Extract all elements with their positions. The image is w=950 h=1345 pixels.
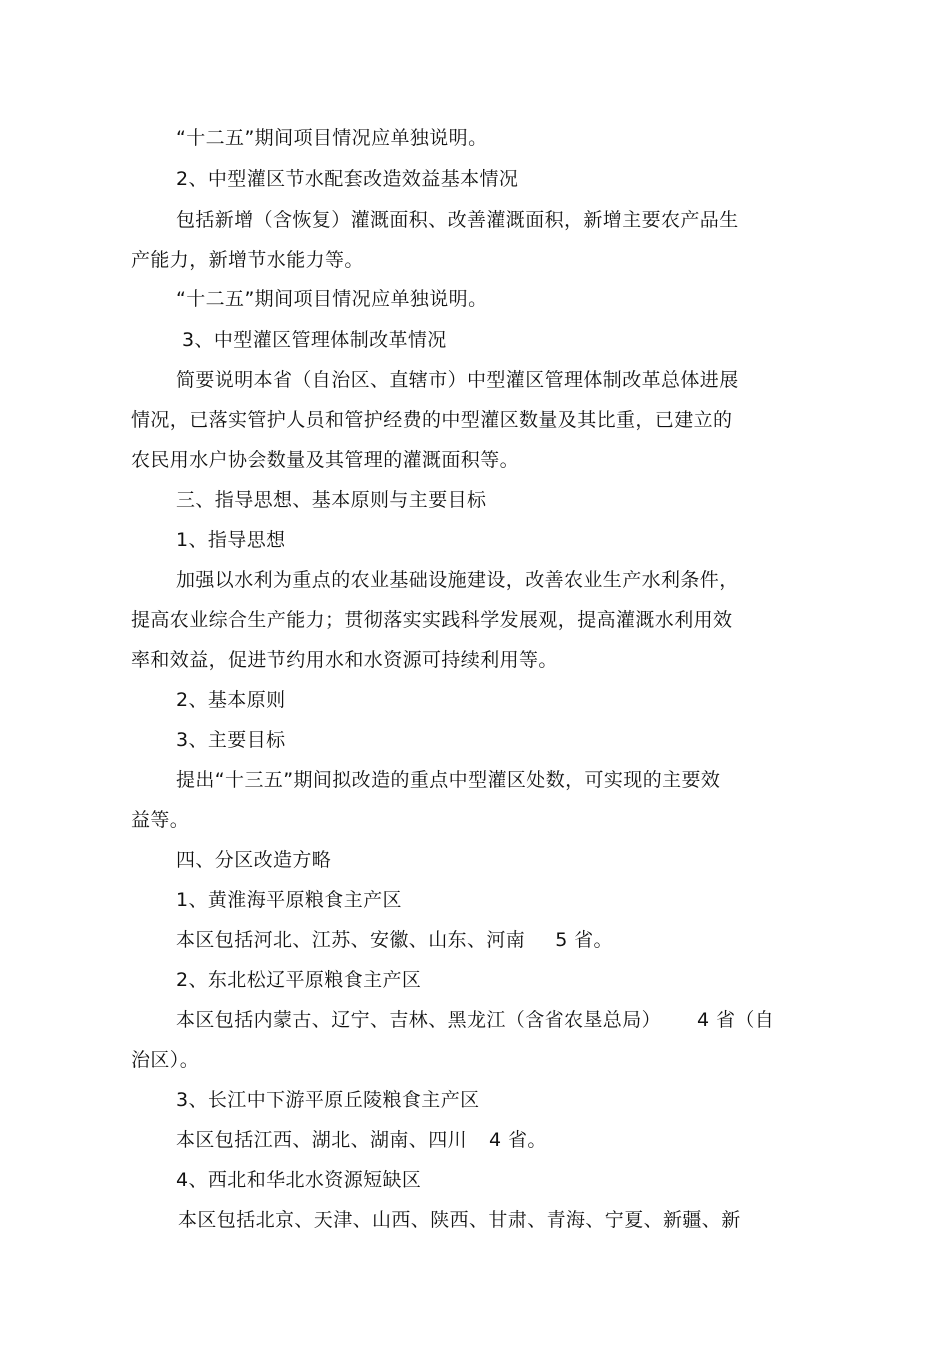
section-heading: 3、主要目标 — [176, 729, 286, 751]
region-provinces: 本区包括江西、湖北、湖南、四川 — [176, 1129, 468, 1151]
section-heading: 3、中型灌区管理体制改革情况 — [182, 329, 447, 351]
section-heading: 1、黄淮海平原粮食主产区 — [176, 889, 402, 911]
section-heading: 2、东北松辽平原粮食主产区 — [176, 969, 422, 991]
region-count: 4 省（自 — [697, 1009, 775, 1031]
paragraph-line: 本区包括北京、天津、山西、陕西、甘肃、青海、宁夏、新疆、新 — [178, 1209, 741, 1231]
paragraph-line: 加强以水利为重点的农业基础设施建设，改善农业生产水利条件， — [176, 569, 739, 591]
paragraph-line: 包括新增（含恢复）灌溉面积、改善灌溉面积，新增主要农产品生 — [176, 209, 739, 231]
paragraph-line: 简要说明本省（自治区、直辖市）中型灌区管理体制改革总体进展 — [176, 369, 739, 391]
chapter-heading: 三、指导思想、基本原则与主要目标 — [176, 489, 487, 511]
paragraph-line: “十二五”期间项目情况应单独说明。 — [176, 288, 488, 310]
section-heading: 1、指导思想 — [176, 529, 286, 551]
paragraph-line: “十二五”期间项目情况应单独说明。 — [176, 127, 488, 149]
region-provinces: 本区包括内蒙古、辽宁、吉林、黑龙江（含省农垦总局） — [176, 1009, 662, 1031]
paragraph-line: 情况，已落实管护人员和管护经费的中型灌区数量及其比重，已建立的 — [131, 409, 733, 431]
paragraph-line: 益等。 — [131, 809, 190, 831]
paragraph-line: 提高农业综合生产能力；贯彻落实实践科学发展观，提高灌溉水利用效 — [131, 609, 733, 631]
paragraph-line: 提出“十三五”期间拟改造的重点中型灌区处数，可实现的主要效 — [176, 769, 721, 791]
section-heading: 2、中型灌区节水配套改造效益基本情况 — [176, 168, 519, 190]
section-heading: 3、长江中下游平原丘陵粮食主产区 — [176, 1089, 480, 1111]
region-count: 5 省。 — [555, 929, 613, 951]
section-heading: 4、西北和华北水资源短缺区 — [176, 1169, 422, 1191]
paragraph-line — [176, 1128, 547, 1152]
paragraph-line — [176, 928, 613, 952]
section-heading: 2、基本原则 — [176, 689, 286, 711]
paragraph-line: 治区）。 — [131, 1049, 200, 1071]
region-count: 4 省。 — [489, 1129, 547, 1151]
region-provinces: 本区包括河北、江苏、安徽、山东、河南 — [176, 929, 526, 951]
paragraph-line: 农民用水户协会数量及其管理的灌溉面积等。 — [131, 449, 520, 471]
paragraph-line — [176, 1008, 774, 1032]
paragraph-line: 率和效益，促进节约用水和水资源可持续利用等。 — [131, 649, 558, 671]
chapter-heading: 四、分区改造方略 — [176, 849, 332, 871]
paragraph-line: 产能力，新增节水能力等。 — [131, 249, 364, 271]
